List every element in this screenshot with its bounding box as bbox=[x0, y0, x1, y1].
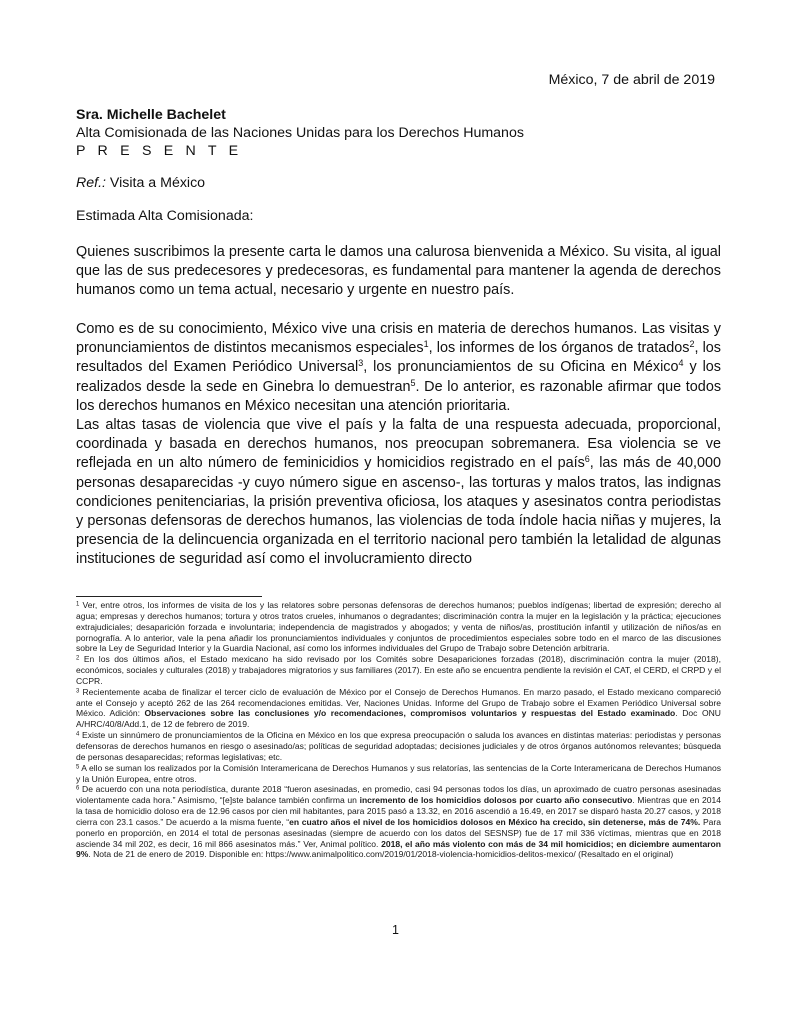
footnote-text: Ver, entre otros, los informes de visita de los y las relatores sobre personas defensoras de derechos humanos; pueblos indígenas; libertad de expresión; derecho al agua; empresas y derechos humanos; tortura y otros tratos crueles, inhumanos o degradantes; discriminación contra la mujer en la legislación y la práctica; ejecuciones extrajudiciales; desaparición forzada e involuntaria; independencia de magistrados y abogados; y venta de niños/as, prostitución infantil y utilización de niños/as en pornografía. A lo anterior, vale la pena añadir los pronunciamientos individuales y conjuntos de procedimientos especiales sobre todo en el marco de las discusiones sobre la Ley de Seguridad Interior y la Guardia Nacional, así como los informes individuales del Grupo de Trabajo sobre Detención arbitraria. bbox=[76, 600, 721, 654]
addressee-title: Alta Comisionada de las Naciones Unidas para los Derechos Humanos bbox=[76, 125, 524, 141]
footnote-mark: 5 bbox=[76, 764, 80, 771]
footnote-mark: 1 bbox=[76, 601, 80, 608]
footnote-2 bbox=[76, 654, 721, 687]
footnote-ref-3[interactable]: 3 bbox=[358, 358, 364, 369]
reference-text: Visita a México bbox=[105, 175, 206, 191]
addressee-name: Sra. Michelle Bachelet bbox=[76, 107, 226, 123]
footnote-text: Existe un sinnúmero de pronunciamientos de la Oficina en México en los que expresa preocupación o saluda los avances en distintas materias: periodistas y personas defensoras de derechos humanos en riesgo o asesinado/as; políticas de seguridad adoptadas; decisiones judiciales y de otros órganos autónomos relevantes; búsqueda de personas desaparecidas; reformas legislativas; etc. bbox=[76, 730, 721, 762]
paragraph-text: Como es de su conocimiento, México vive una crisis en materia de derechos humanos. Las visitas y pronunciamientos de distintos mecanismos especiales bbox=[76, 321, 721, 357]
footnote-mark: 3 bbox=[76, 688, 80, 695]
addressee-block bbox=[76, 106, 524, 160]
footnote-3 bbox=[76, 687, 721, 730]
salutation: Estimada Alta Comisionada: bbox=[76, 208, 254, 224]
footnote-text: En los dos últimos años, el Estado mexicano ha sido revisado por los Comités sobre Desapariciones forzadas (2018), discriminación contra la mujer (2018), económicos, sociales y culturales (2018) y trabajadores migratorios y sus familiares (2017). En este año se encuentra pendiente la revisión el CAT, el CERD, el CRPD y el CCPR. bbox=[76, 654, 721, 686]
footnote-bold-text: incremento de los homicidios dolosos por cuarto año consecutivo bbox=[359, 795, 633, 806]
footnote-1 bbox=[76, 600, 721, 654]
footnote-ref-1[interactable]: 1 bbox=[423, 339, 429, 350]
paragraph-text: , las más de 40,000 personas desaparecidas -y cuyo número sigue en ascenso-, las torturas y malos tratos, las indignas condiciones penitenciarias, la prisión preventiva oficiosa, los ataques y asesinatos contra periodistas y personas defensoras de derechos humanos, las violencias de toda índole hacia niñas y mujeres, la presencia de la delincuencia organizada en el territorio nacional pero también la letalidad de algunas instituciones de seguridad así como el involucramiento directo bbox=[76, 455, 721, 568]
footnote-text: A ello se suman los realizados por la Comisión Interamericana de Derechos Humanos y sus relatorías, las sentencias de la Corte Interamericana de Derechos Humanos y la Unión Europea, entre otros. bbox=[76, 762, 721, 784]
paragraph-text: Las altas tasas de violencia que vive el país y la falta de una respuesta adecuada, proporcional, coordinada y basada en derechos humanos, nos preocupan sobremanera. Esa violencia se ve reflejada en un alto número de feminicidios y homicidios registrado en el país bbox=[76, 417, 721, 472]
paragraph-text: , los resultados del Examen Periódico Universal bbox=[76, 340, 721, 376]
footnote-5 bbox=[76, 763, 721, 785]
footnotes bbox=[76, 600, 721, 860]
paragraph-welcome: Quienes suscribimos la presente carta le damos una calurosa bienvenida a México. Su visita, al igual que las de sus predecesores y predecesoras, es fundamental para mantener la agenda de derechos humanos como un tema actual, necesario y urgente en nuestro país. bbox=[76, 244, 721, 299]
footnote-divider bbox=[76, 596, 262, 597]
letter-date: México, 7 de abril de 2019 bbox=[548, 72, 715, 88]
footnote-bold-text: 2018, el año más violento con más de 34 mil homicidios; en diciembre aumentaron 9% bbox=[76, 838, 721, 860]
paragraph-text: y los realizados desde la sede en Ginebra lo demuestran bbox=[76, 359, 722, 395]
footnote-mark: 4 bbox=[76, 731, 80, 738]
footnote-ref-4[interactable]: 4 bbox=[678, 358, 684, 369]
footnote-4 bbox=[76, 730, 721, 763]
paragraph-text: , los informes de los órganos de tratados bbox=[428, 340, 690, 357]
footnote-ref-5[interactable]: 5 bbox=[410, 377, 416, 388]
footnote-text: . Mientras que en 2014 la tasa de homicidio doloso era de 12.96 casos por cien mil habitantes, para 2015 pasó a 13.32, en 2016 ascendió a 16.49, en 2017 se disparó hasta 20.27 casos, y 2018 cierra con 23.1 casos.” De acuerdo a la misma fuente, “ bbox=[76, 795, 721, 827]
footnote-mark: 6 bbox=[76, 785, 80, 792]
footnote-mark: 2 bbox=[76, 655, 80, 662]
footnote-bold-text: Observaciones sobre las conclusiones y/o recomendaciones, compromisos voluntarios y respuestas del Estado examinado bbox=[144, 708, 676, 719]
footnote-text: Recientemente acaba de finalizar el tercer ciclo de evaluación de México por el Consejo de Derechos Humanos. En marzo pasado, el Estado mexicano compareció ante el Consejo y aceptó 262 de las 264 recomendaciones emitidas. Ver, Naciones Unidas. Informe del Grupo de Trabajo sobre el Examen Periódico Universal sobre México. Adición: bbox=[76, 686, 721, 719]
paragraph-violence bbox=[76, 416, 721, 570]
paragraph-text: . De lo anterior, es razonable afirmar que todos los derechos humanos en México necesitan una atención prioritaria. bbox=[76, 378, 722, 414]
footnote-text: Para ponerlo en proporción, en 2014 el total de personas asesinadas (siempre de acuerdo con los datos del SESNSP) fue de 17 mil 336 víctimas, mientras que en 2018 asciende 34 mil 202, es decir, 16 mil 866 asesinatos más.” Ver, Animal político. bbox=[76, 816, 721, 849]
footnote-bold-text: en cuatro años el nivel de los homicidios dolosos en México ha crecido, sin detenerse, más de 74%. bbox=[289, 816, 701, 827]
footnote-text: . Nota de 21 de enero de 2019. Disponible en: https://www.animalpolitico.com/2019/01/2018-violencia-homicidios-delitos-mexico/ (Resaltado en el original) bbox=[88, 849, 674, 860]
paragraph-text: , los pronunciamientos de su Oficina en México bbox=[363, 359, 679, 376]
presente-line: P R E S E N T E bbox=[76, 143, 243, 159]
reference-label: Ref.: bbox=[76, 175, 106, 191]
page-number: 1 bbox=[392, 923, 399, 937]
footnote-ref-2[interactable]: 2 bbox=[689, 339, 695, 350]
paragraph-crisis bbox=[76, 320, 721, 416]
footnote-text: De acuerdo con una nota periodística, durante 2018 “fueron asesinadas, en promedio, casi 94 personas todos los días, un aproximado de cuatro personas asesinadas violentamente cada hora.” Asimismo, “[e]ste balance también confirma un bbox=[76, 784, 721, 806]
footnote-text: . Doc ONU A/HRC/40/8/Add.1, de 12 de febrero de 2019. bbox=[76, 708, 721, 730]
footnote-6 bbox=[76, 784, 721, 860]
reference-line bbox=[76, 175, 205, 191]
footnote-ref-6[interactable]: 6 bbox=[584, 454, 590, 465]
